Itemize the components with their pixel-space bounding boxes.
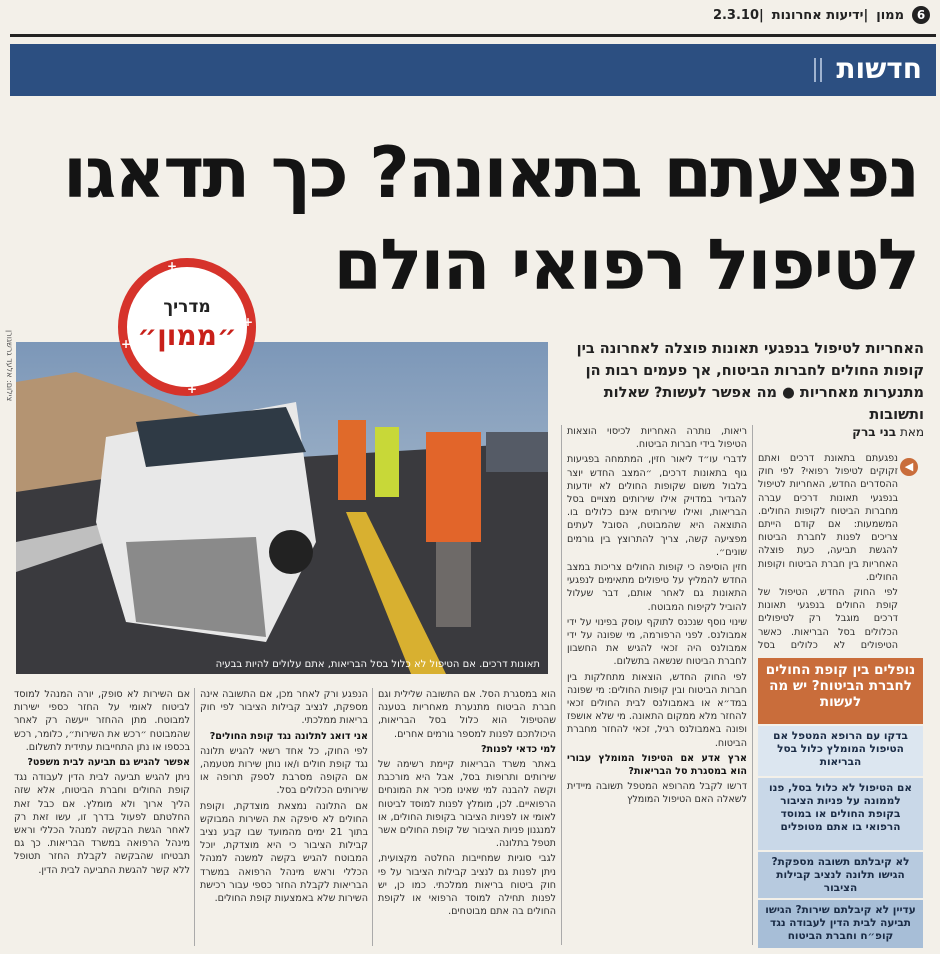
sidebar-item: עדיין לא קיבלתם שירות? הגישו תביעה לבית הדין לעבודה נגד קופ״ח וחברת הביטוח (758, 900, 923, 948)
issue-date: 2.3.10 (712, 8, 759, 23)
guide-stamp (118, 258, 256, 396)
byline-prefix: מאת (899, 425, 924, 439)
paragraph: לפי החוק החדש, הטיפול של קופת החולים בנפגעי תאונות דרכים מוגבל רק לטיפולים הכלולים בסל הבריאות. כאשר הטיפולים לא כלולים בסל (758, 587, 898, 651)
plus-icon: + (121, 337, 132, 351)
article-column-5 (14, 688, 190, 946)
paragraph: שינוי נוסף שנכנס לתוקף עוסק בפינוי על ידי אמבולנס. לפני הרפורמה, מי שפונה על ידי אמבולנס היה זכאי להגיש את החשבון לחברת הביטוח שנשאה בתשלום. (567, 616, 747, 668)
paragraph: לפי החוק החדש, הוצאות מתחלקות בין חברות הביטוח ובין קופות החולים: מי שפונה במד״א או באמבולנס לבית החולים זכאי להחזר מלא ממקום התאונה. מי שלא אושפז ופונה באמבולנס רגיל, זכאי להחזר מחברת הביטוח. (567, 671, 747, 749)
masthead-strip (0, 0, 940, 34)
photo-credit: צילום: אלעד גרשגורן (5, 330, 14, 402)
article-deck (560, 338, 924, 426)
top-rule (10, 34, 936, 37)
masthead-info: 6ממון|ידיעות אחרונות|2.3.10 (705, 6, 930, 24)
article-column-4 (200, 688, 368, 946)
newspaper-name: ידיעות אחרונות (771, 8, 864, 23)
section-label: חדשות (836, 52, 922, 85)
arrow-left-icon: ◀ (900, 458, 918, 476)
paragraph: הוא במסגרת הסל. אם התשובה שלילית וגם חברת הביטוח מתנערת מאחריות בטענה שהטיפול הוא כלול בסל הבריאות, היכולתכם לפנות למספר גורמים אחרים. (378, 689, 556, 740)
accident-photo (16, 342, 548, 674)
stamp-line-2: ״ממון״ (137, 319, 237, 352)
paragraph: הנפגע ורק לאחר מכן, אם התשובה אינה מספקת, לנציב קבילות הציבור לפי חוק בריאות ממלכתי. (200, 689, 368, 727)
article-column-2 (567, 425, 747, 945)
plus-icon: + (167, 259, 178, 273)
paragraph: אם התלונה נמצאת מוצדקת, וקופת החולים לא סיפקה את השירות המבוקש בתוך 21 ימים מהמועד שבו קבע נציב קבילות הציבור כי היא מוצדקת, יוכל המבוטח להגיש בקשה למשנה למנהל הכללי וראש מינהל הרפואה במשרד הבריאות לקבלת החזר כספי עבור רכישת השירות שלא באמצעות קופת החולים. (200, 800, 368, 905)
question-heading: אפשר להגיש גם תביעה לבית משפט? (27, 757, 190, 769)
plus-icon: + (187, 382, 198, 396)
photo-caption (16, 656, 548, 674)
accident-photo-illustration (16, 342, 548, 674)
paragraph: לגבי סוגיות שמחייבות החלטה מקצועית, ניתן לפנות גם לנציב קבילות הציבור על פי חוק ביטוח בריאות ממלכתי. כמו כן, יש לפנות תחילה למוסד הרפואי או לקופת החולים בה אתם מבוטחים. (378, 853, 556, 918)
question-heading: למי כדאי לפנות? (480, 743, 556, 755)
byline-author: בני ברק (852, 425, 897, 439)
paragraph: חזין הוסיפה כי קופות החולים צריכות במצב החדש להמליץ על טיפולים מתאימים לנפגעי התאונות גם לאחר אותם, דבר שעלול להוביל לקיפוח המבוטח. (567, 562, 747, 613)
headline-line-2: לטיפול רפואי הולם (333, 224, 918, 306)
paragraph: נפגעתם בתאונת דרכים ואתם זקוקים לטיפול רפואי? לפי חוק ההסדרים החדש, האחריות לטיפול בנפגעי תאונות דרכים עברה מחברות הביטוח לקופות החולים. המשמעות: אם קודם הייתם צריכים לפנות לחברת הביטוח להגשת תביעה, כעת פוצלה האחריות בין חברת הביטוח וקופות החולים. (758, 453, 898, 583)
question-heading: אני דואג לתלונה נגד קופת החולים? (209, 730, 368, 742)
deck-tail: מה אפשר לעשות? שאלות ותשובות (603, 385, 924, 423)
paragraph: באתר משרד הבריאות קיימת רשימה של שירותים ותרופות בסל, אבל היא מורכבת וקשה להבנה למי שאינו מכיר את המונחים הרפואיים. לכן, מומלץ לפנות למוסד לביטוח לאומי או לפניות הציבור בקופות החולים, או למנגנון פניות הציבור של קופת החולים אשר תטפל בתלונה. (378, 759, 556, 850)
page-number: 6 (912, 6, 930, 24)
section-divider-icon (814, 58, 822, 82)
sidebar-title: נופלים בין קופת החולים לחברת הביטוח? יש מה לעשות (758, 658, 923, 724)
section-tag: ממון (876, 8, 904, 23)
paragraph: אם השירות לא סופק, יורה המנהל למוסד לביטוח לאומי על החזר כספי ישירות למבוטח. מתן ההחזר ייעשה רק לאחר שהמבוטח ״רכש את השירות״, כלומר, רכש בכספו או נתן התחייבות עתידית לתשלום. (14, 689, 190, 753)
byline (760, 425, 924, 439)
photo-caption-text: תאונות דרכים. אם הטיפול לא כלול בסל הבריאות, אתם עלולים להיות בבעיה (215, 659, 540, 670)
article-column-1 (758, 452, 898, 652)
paragraph: ניתן להגיש תביעה לבית הדין לעבודה נגד קופת החולים וחברת הביטוח, אלא שזה הליך ארוך ולא מומלץ. אם כבל זאת החלטתם לפעול בדרך זו, עשו זאת רק לאחר הגשת הבקשה למנהל הכללי וראש מינהל הרפואה במשרד הבריאות. כך גם תבטיחו שהבקשה לקבלת החזר תטופל ללא קשר להגשת התביעה לבית הדין. (14, 772, 190, 876)
paragraph: דרשו לקבל מהרופא המטפל תשובה מיידית לשאלה האם הטיפול המומלץ (567, 781, 747, 806)
plus-icon: + (242, 315, 253, 329)
paragraph: לפי החוק, כל אחד רשאי להגיש תלונה נגד קופת חולים ו/או נותן שירות מטעמה, אם הקופה מסרבת לספק תרופה או שירותים הכלולים בסל. (200, 745, 368, 797)
headline-line-1: נפצעתם בתאונה? כך תדאגו (63, 132, 918, 214)
column-divider (561, 425, 562, 945)
paragraph: ריאות, נותרה האחריות לכיסוי הוצאות הטיפול בידי חברות הביטוח. (567, 426, 747, 451)
sidebar-item: לא קיבלתם תשובה מספקת? הגישו תלונה לנציב קבילות הציבור (758, 852, 923, 898)
column-divider (372, 688, 373, 946)
deck-text: האחריות לטיפול בנפגעי תאונות פוצלה לאחרונה בין קופות החולים לחברות הביטוח, אך פעמים רבות הן מתנערות מאחריות (576, 341, 924, 401)
stamp-line-1: מדריך (163, 297, 211, 317)
column-divider (194, 688, 195, 946)
section-bar (10, 44, 936, 96)
paragraph: לדברי עו״ד ליאור חזין, המתמחה בפגיעות גוף בתאונות דרכים, ״המצב החדש יוצר בלבול משום שקופות החולים לא יודעות להגדיר במדויק אילו שירותים מצויים בסל הבריאות, ואילו שירותים אינם כלולים בו. התוצאה היא שהמבוטח, הסובל לעתים מפציעה קשה, צריך להתרוצץ בין גורמים שונים״. (567, 454, 747, 558)
question-heading: ארץ אדע אם הטיפול המומלץ עבורי הוא במסגרת סל הבריאות? (567, 752, 747, 778)
article-column-3 (378, 688, 556, 946)
sidebar-box (758, 658, 923, 948)
column-divider (752, 425, 753, 945)
sidebar-item: אם הטיפול לא כלול בסל, פנו לממונה על פניות הציבור בקופת החולים או במוסד הרפואי בו אתם מטופלים (758, 778, 923, 850)
bullet-icon: ● (777, 385, 795, 401)
sidebar-item: בדקו עם הרופא המטפל אם הטיפול המומלץ כלול בסל הבריאות (758, 726, 923, 776)
